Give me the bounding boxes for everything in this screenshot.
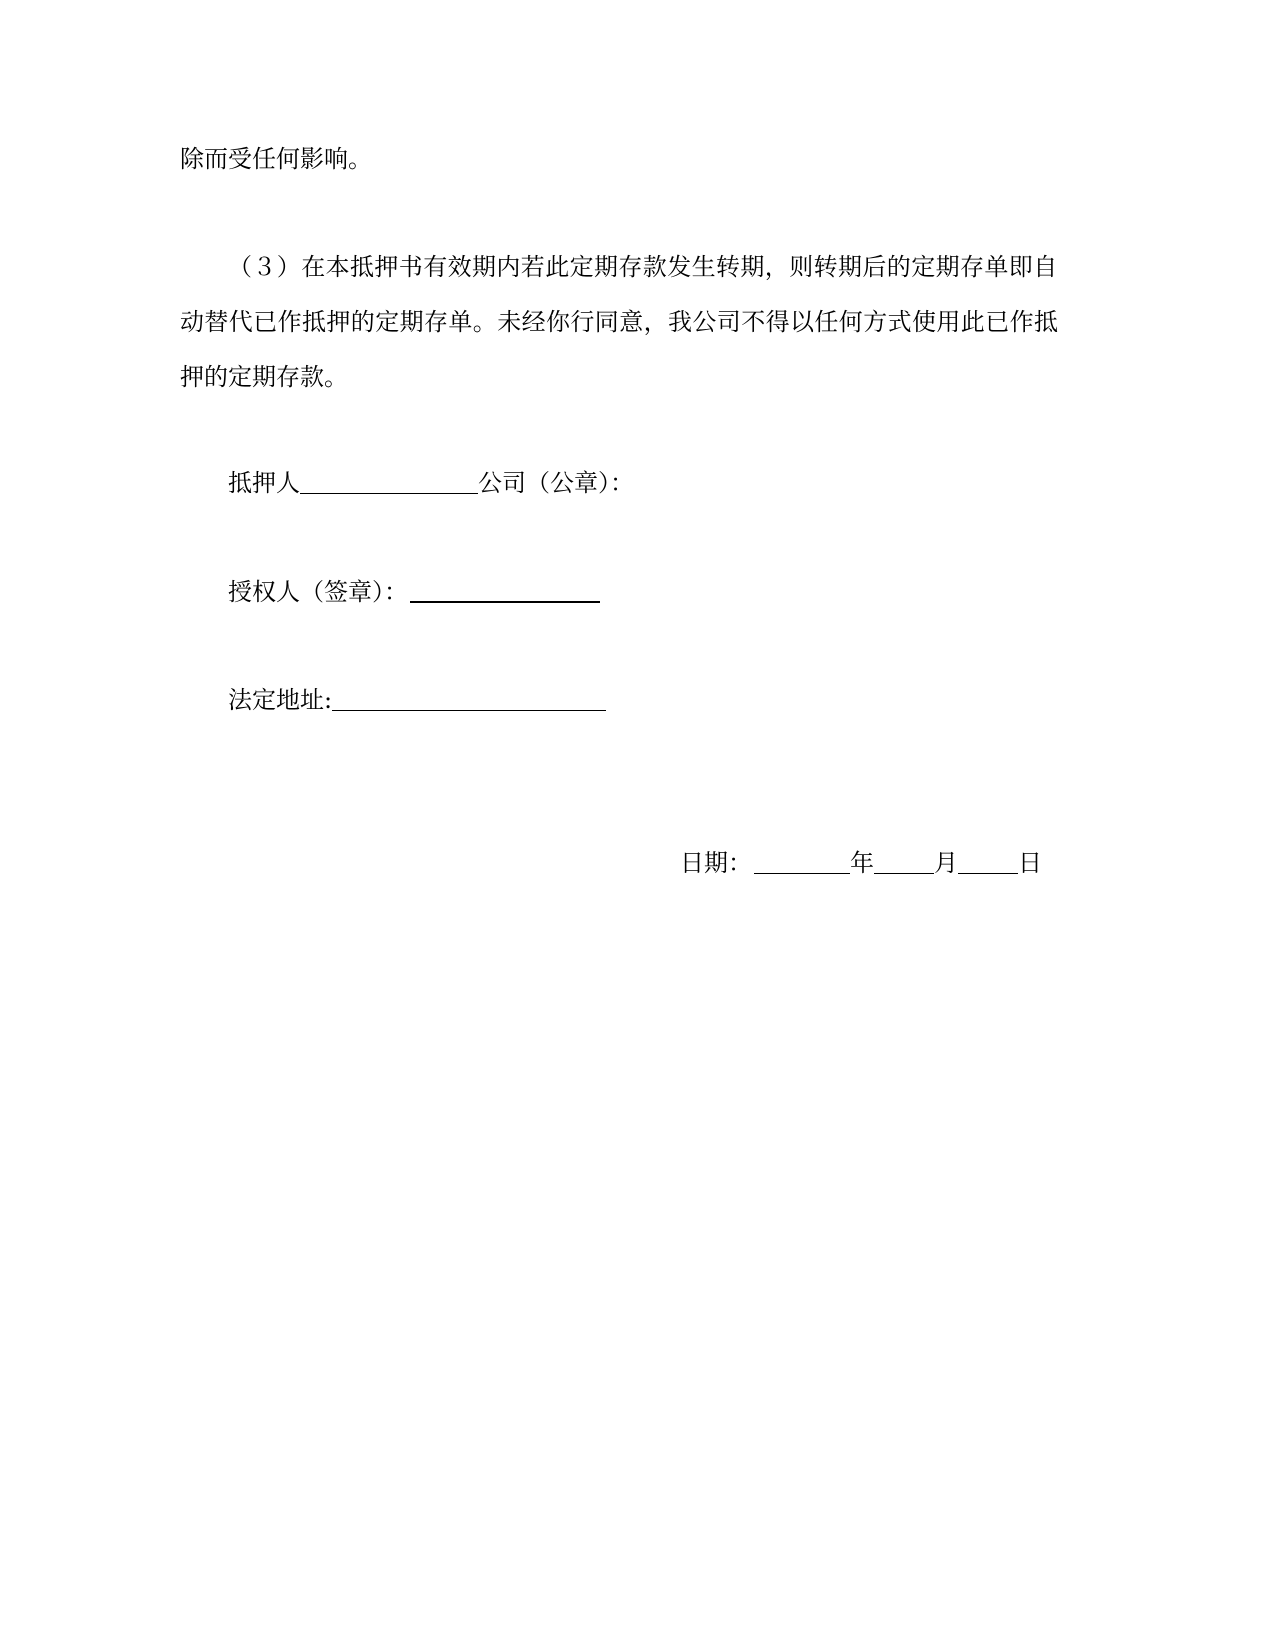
address-blank [332,686,606,711]
year-blank [754,849,850,874]
month-blank [874,849,934,874]
clause3-line2: 动替代已作抵押的定期存单。未经你行同意，我公司不得以任何方式使用此已作抵 [180,308,1059,336]
mortgagor-blank [300,469,478,494]
clause3-line1: （３）在本抵押书有效期内若此定期存款发生转期，则转期后的定期存单即自 [228,253,1058,281]
day-blank [958,849,1018,874]
date-line [680,848,1042,878]
month-label: 月 [934,849,958,877]
mortgagor-line [228,468,634,498]
day-label: 日 [1018,849,1042,877]
authorized-label: 授权人（签章）： [228,578,408,606]
mortgagor-suffix: 公司（公章）： [478,469,634,497]
mortgagor-prefix: 抵押人 [228,469,300,497]
address-line [228,685,606,715]
authorized-line [228,577,600,607]
year-label: 年 [850,849,874,877]
authorized-blank [410,577,600,603]
paragraph-end-text: 除而受任何影响。 [180,145,372,173]
address-label: 法定地址: [228,686,333,714]
date-label: 日期： [680,849,752,877]
clause3-line3: 押的定期存款。 [180,363,348,391]
